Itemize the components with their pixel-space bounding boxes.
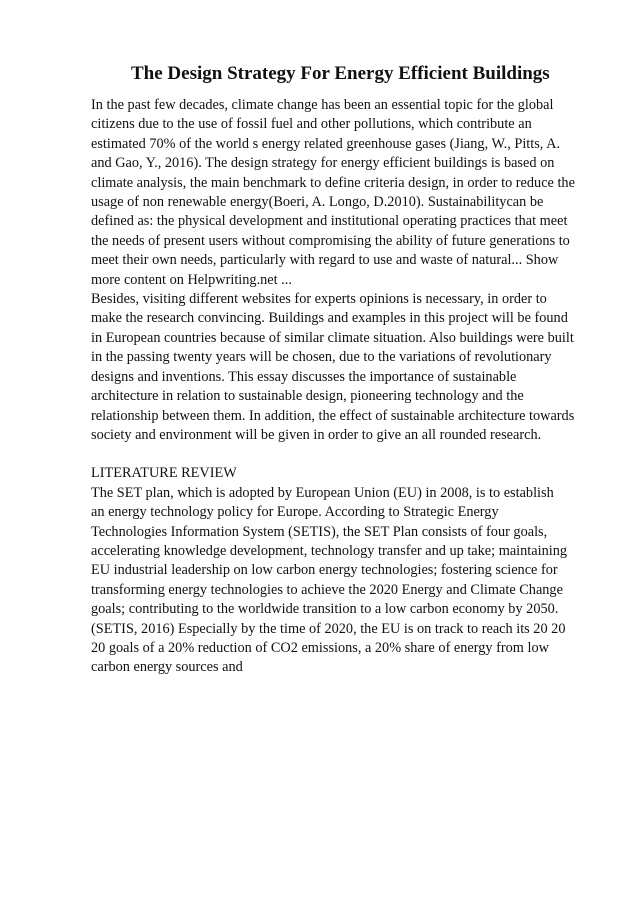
text-line: make the research convincing. Buildings and examples in this project will be found [91, 310, 568, 327]
text-line: relationship between them. In addition, the effect of sustainable architecture towards [91, 407, 575, 424]
text-line: accelerating knowledge development, technology transfer and up take; maintaining [91, 542, 567, 559]
text-line: Technologies Information System (SETIS), the SET Plan consists of four goals, [91, 523, 548, 540]
paragraph-literature [91, 484, 584, 678]
text-line: an energy technology policy for Europe. According to Strategic Energy [91, 504, 499, 521]
text-line: citizens due to the use of fossil fuel and other pollutions, which contribute an [91, 116, 532, 133]
text-line: The SET plan, which is adopted by European Union (EU) in 2008, is to establish [91, 484, 554, 501]
text-line: climate analysis, the main benchmark to define criteria design, in order to reduce the [91, 174, 575, 191]
paragraph-method [91, 290, 584, 445]
text-line: usage of non renewable energy(Boeri, A. Longo, D.2010). Sustainabilitycan be [91, 194, 544, 211]
section-heading: LITERATURE REVIEW [91, 465, 237, 482]
text-line: 20 goals of a 20% reduction of CO2 emissions, a 20% share of energy from low [91, 639, 549, 656]
text-line: in European countries because of similar climate situation. Also buildings were built [91, 329, 574, 346]
text-line: society and environment will be given in order to give an all rounded research. [91, 426, 542, 443]
text-line: defined as: the physical development and institutional operating practices that meet [91, 213, 568, 230]
document-title: The Design Strategy For Energy Efficient Buildings [131, 63, 550, 84]
paragraph-intro [91, 96, 584, 290]
text-line: and Gao, Y., 2016). The design strategy for energy efficient buildings is based on [91, 155, 555, 172]
text-line: estimated 70% of the world s energy related greenhouse gases (Jiang, W., Pitts, A. [91, 135, 561, 152]
text-line: goals; contributing to the worldwide transition to a low carbon economy by 2050. [91, 601, 559, 618]
text-line: meet their own needs, particularly with regard to use and waste of natural... Show [91, 252, 559, 269]
text-line: designs and inventions. This essay discusses the importance of sustainable [91, 368, 517, 385]
text-line: transforming energy technologies to achieve the 2020 Energy and Climate Change [91, 581, 563, 598]
text-line: in the passing twenty years will be chosen, due to the variations of revolutionary [91, 349, 552, 366]
text-line: the needs of present users without compromising the ability of future generations to [91, 232, 570, 249]
text-line: carbon energy sources and [91, 659, 243, 676]
text-line: (SETIS, 2016) Especially by the time of 2020, the EU is on track to reach its 20 20 [91, 620, 566, 637]
text-line: EU industrial leadership on low carbon energy technologies; fostering science for [91, 562, 558, 579]
text-line: architecture in relation to sustainable design, pioneering technology and the [91, 388, 524, 405]
text-line: more content on Helpwriting.net ... [91, 271, 292, 288]
paragraph-gap [91, 445, 584, 464]
text-line: In the past few decades, climate change has been an essential topic for the global [91, 97, 554, 113]
text-line: Besides, visiting different websites for experts opinions is necessary, in order to [91, 291, 547, 308]
